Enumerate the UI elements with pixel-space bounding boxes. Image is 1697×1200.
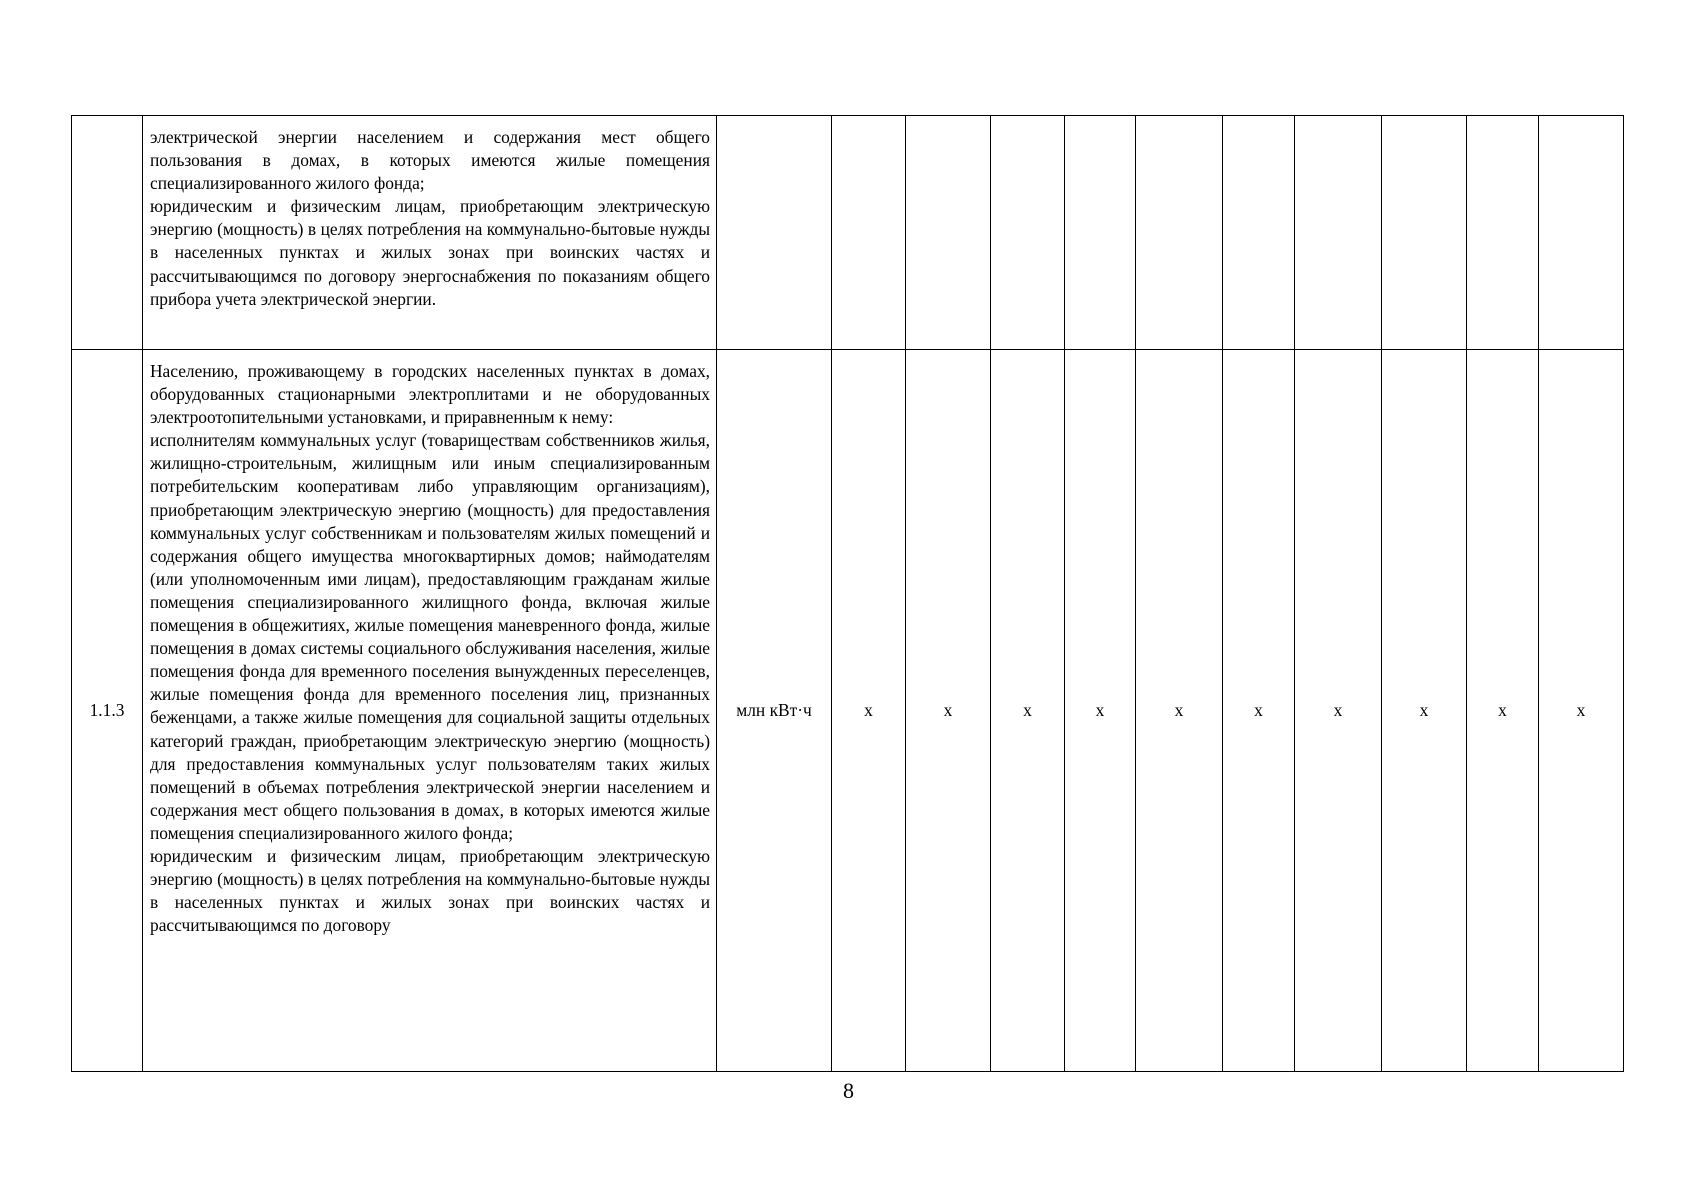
description-paragraph: юридическим и физическим лицам, приобретающим электрическую энергию (мощность) в целях потребления на коммунально-бытовые нужды в населенных пунктах и жилых зонах при воинских частях и рассчитывающимся по договору энергоснабжения по показаниям общего прибора учета электрической энергии.: [150, 196, 710, 309]
description-paragraph: юридическим и физическим лицам, приобретающим электрическую энергию (мощность) в целях потребления на коммунально-бытовые нужды в населенных пунктах и жилых зонах при воинских частях и рассчитывающимся по договору: [150, 845, 710, 936]
value-cell: [1467, 116, 1539, 350]
row-number-cell: 1.1.3: [72, 350, 143, 1072]
value-cell: х: [1065, 350, 1136, 1072]
value-cell: х: [906, 350, 991, 1072]
value-cell: [1136, 116, 1223, 350]
value-cell: [1295, 116, 1382, 350]
table-row: [72, 116, 1624, 350]
value-cell: х: [1382, 350, 1467, 1072]
tariff-table: [71, 115, 1624, 1072]
description-paragraph: исполнителям коммунальных услуг (товариществам собственников жилья, жилищно-строительным, жилищным или иным специализированным потребительским кооперативам либо управляющим организациям), приобретающим электрическую энергию (мощность) для предоставления коммунальных услуг собственникам и пользователям жилых помещений и содержания общего имущества многоквартирных домов; наймодателям (или уполномоченным ими лицам), предоставляющим гражданам жилые помещения специализированного жилищного фонда, включая жилые помещения в общежитиях, жилые помещения маневренного фонда, жилые помещения в домах системы социального обслуживания населения, жилые помещения фонда для временного поселения вынужденных переселенцев, жилые помещения фонда для временного поселения лиц, признанных беженцами, а также жилые помещения для социальной защиты отдельных категорий граждан, приобретающим электрическую энергию (мощность) для предоставления коммунальных услуг пользователям таких жилых помещений в объемах потребления электрической энергии населением и содержания мест общего пользования в домах, в которых имеются жилые помещения специализированного жилого фонда;: [150, 430, 710, 843]
value-cell: х: [1136, 350, 1223, 1072]
value-cell: [1539, 116, 1624, 350]
unit-cell: млн кВт·ч: [717, 350, 832, 1072]
value-cell: [906, 116, 991, 350]
value-cell: [1223, 116, 1295, 350]
description-cell: [143, 116, 717, 350]
row-number-cell: [72, 116, 143, 350]
value-cell: [1065, 116, 1136, 350]
value-cell: х: [832, 350, 906, 1072]
description-paragraph: электрической энергии населением и содержания мест общего пользования в домах, в которых имеются жилые помещения специализированного жилого фонда;: [150, 127, 710, 194]
description-paragraph: Населению, проживающему в городских населенных пунктах в домах, оборудованных стационарными электроплитами и не оборудованных электроотопительными установками, и приравненным к нему:: [150, 361, 710, 428]
unit-cell: [717, 116, 832, 350]
description-cell: [143, 350, 717, 1072]
value-cell: [832, 116, 906, 350]
value-cell: х: [1295, 350, 1382, 1072]
value-cell: х: [1539, 350, 1624, 1072]
value-cell: х: [1467, 350, 1539, 1072]
value-cell: [991, 116, 1065, 350]
value-cell: х: [991, 350, 1065, 1072]
page-number: 8: [843, 1078, 854, 1103]
table-row: [72, 350, 1624, 1072]
value-cell: [1382, 116, 1467, 350]
value-cell: х: [1223, 350, 1295, 1072]
